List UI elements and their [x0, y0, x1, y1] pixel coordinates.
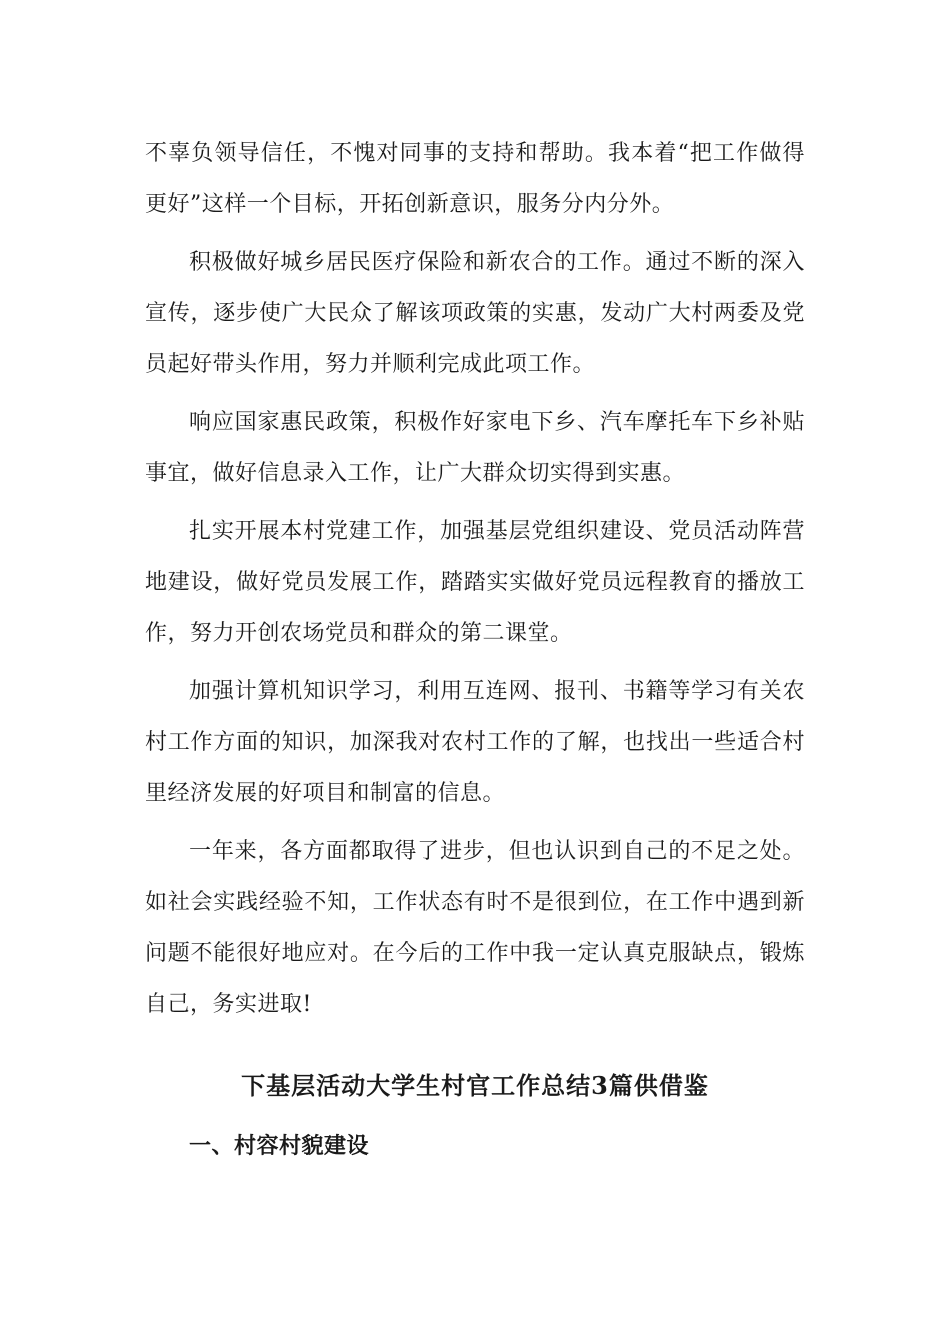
paragraph-computer-learning: 加强计算机知识学习，利用互连网、报刊、书籍等学习有关农村工作方面的知识，加深我对农村工作的了解，也找出一些适合村里经济发展的好项目和制富的信息。	[145, 679, 805, 806]
section-heading: 一、村容村貌建设	[189, 1133, 370, 1159]
paragraph-medical-insurance: 积极做好城乡居民医疗保险和新农合的工作。通过不断的深入宣传，逐步使广大民众了解该项政策的实惠，发动广大村两委及党员起好带头作用，努力并顺利完成此项工作。	[145, 250, 805, 377]
article-title: 下基层活动大学生村官工作总结3篇供借鉴	[241, 1071, 709, 1100]
paragraph-year-summary: 一年来，各方面都取得了进步，但也认识到自己的不足之处。如社会实践经验不知，工作状态有时不是很到位，在工作中遇到新问题不能很好地应对。在今后的工作中我一定认真克服缺点，锻炼自己，务实进取!	[145, 839, 805, 1017]
paragraph-party-building: 扎实开展本村党建工作，加强基层党组织建设、党员活动阵营地建设，做好党员发展工作，踏踏实实做好党员远程教育的播放工作，努力开创农场党员和群众的第二课堂。	[145, 519, 805, 646]
document-body	[145, 128, 805, 1176]
paragraph-subsidy-policy: 响应国家惠民政策，积极作好家电下乡、汽车摩托车下乡补贴事宜，做好信息录入工作，让广大群众切实得到实惠。	[145, 410, 805, 486]
paragraph-continuation: 不辜负领导信任，不愧对同事的支持和帮助。我本着“把工作做得更好”这样一个目标，开拓创新意识，服务分内分外。	[145, 141, 805, 217]
